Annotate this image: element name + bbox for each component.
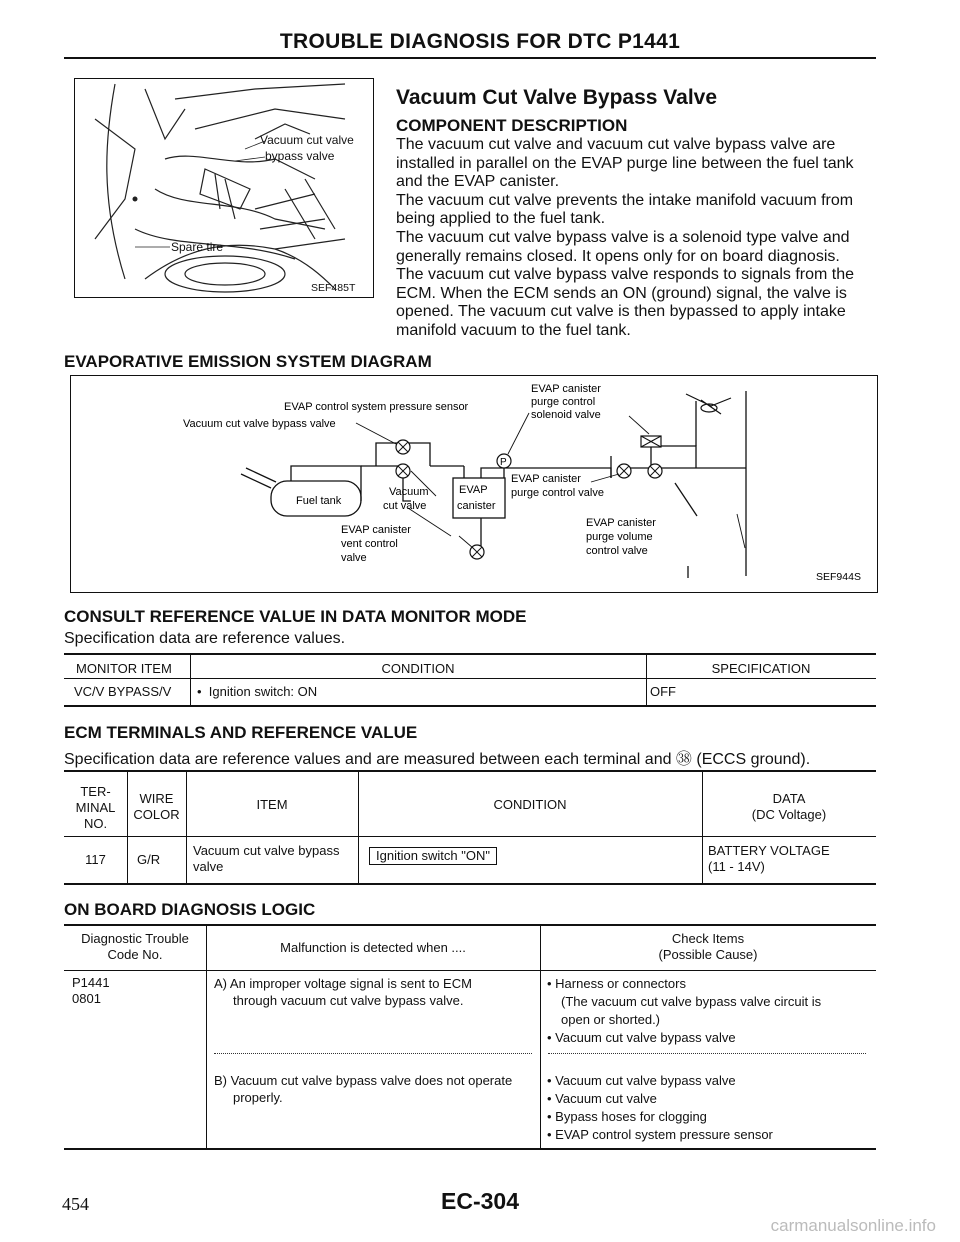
page-title: TROUBLE DIAGNOSIS FOR DTC P1441	[279, 30, 681, 53]
evap-label-purge-control-1: EVAP canister	[511, 473, 581, 485]
component-line: installed in parallel on the EVAP purge line between the fuel tank	[396, 154, 854, 172]
obd-check-item: open or shorted.)	[561, 1012, 661, 1027]
fig1-label-spare-tire: Spare tire	[171, 240, 224, 254]
evap-diagram-code: SEF944S	[816, 571, 861, 583]
ecm-heading: ECM TERMINALS AND REFERENCE VALUE	[64, 723, 418, 742]
ecm-table-bottom-rule	[64, 883, 876, 885]
ecm-col-divider	[702, 772, 703, 883]
title-rule	[64, 57, 876, 59]
obd-check-item: (The vacuum cut valve bypass valve circuit is	[561, 994, 822, 1009]
evap-label-vacuum-cut-1: Vacuum	[389, 486, 429, 498]
component-heading: Vacuum Cut Valve Bypass Valve	[396, 86, 718, 109]
obd-header-check-line: (Possible Cause)	[658, 947, 758, 962]
evap-label-purge-solenoid-1: EVAP canister	[531, 383, 601, 395]
evap-label-purge-solenoid-2: purge control	[531, 396, 596, 408]
obd-malfunction-b-line: B) Vacuum cut valve bypass valve does not operate	[214, 1073, 513, 1088]
consult-table-top-rule	[64, 653, 876, 655]
obd-check-item: • Harness or connectors	[547, 976, 686, 991]
obd-check-item: • Bypass hoses for clogging	[547, 1109, 707, 1124]
consult-table-bottom-rule	[64, 705, 876, 707]
ecm-row-item-line: valve	[193, 859, 224, 874]
ecm-header-wire	[127, 791, 186, 823]
obd-malfunction-a	[214, 975, 472, 1009]
ecm-header-data-line: (DC Voltage)	[751, 807, 827, 822]
obd-codes	[72, 975, 110, 1007]
evap-label-volume-2: purge volume	[586, 531, 653, 543]
evap-diagram-drawing	[71, 376, 876, 591]
obd-code: 0801	[72, 991, 101, 1006]
obd-malfunction-a-line: A) An improper voltage signal is sent to ECM	[214, 976, 472, 991]
watermark: carmanualsonline.info	[770, 1216, 936, 1235]
obd-checks-b	[547, 1072, 773, 1144]
component-line: The vacuum cut valve and vacuum cut valve bypass valve are	[396, 136, 836, 153]
ecm-row-condition: Ignition switch "ON"	[369, 847, 497, 865]
obd-separator-dots	[214, 1053, 532, 1054]
consult-header-monitor: MONITOR ITEM	[76, 661, 172, 676]
fig1-label-valve: Vacuum cut valve	[260, 133, 354, 147]
obd-col-divider	[206, 926, 207, 1148]
ecm-col-divider	[186, 772, 187, 883]
ecm-row-data-line: (11 - 14V)	[708, 859, 765, 874]
ecm-col-divider	[358, 772, 359, 883]
fig1-label-bypass: bypass valve	[265, 149, 335, 163]
component-description	[396, 136, 886, 341]
consult-table-header-rule	[64, 678, 876, 679]
ecm-header-condition: CONDITION	[493, 797, 567, 812]
obd-header-check-line: Check Items	[671, 931, 745, 946]
evap-label-pressure-sensor: EVAP control system pressure sensor	[284, 401, 469, 413]
component-line: The vacuum cut valve bypass valve responds to signals from the	[396, 266, 854, 284]
evap-label-canister-2: canister	[457, 500, 496, 512]
obd-heading: ON BOARD DIAGNOSIS LOGIC	[64, 900, 316, 919]
evap-system-diagram	[70, 375, 878, 593]
obd-header-code-line: Diagnostic Trouble	[81, 931, 189, 946]
obd-header-code-line: Code No.	[107, 947, 163, 962]
ecm-row-item	[193, 843, 339, 875]
obd-check-item: • Vacuum cut valve bypass valve	[547, 1030, 736, 1045]
obd-checks-a	[547, 975, 821, 1047]
obd-code: P1441	[72, 975, 110, 990]
consult-header-condition: CONDITION	[381, 661, 455, 676]
consult-row-monitor: VC/V BYPASS/V	[74, 684, 172, 699]
evap-label-vent-1: EVAP canister	[341, 524, 411, 536]
consult-header-spec: SPECIFICATION	[711, 661, 811, 676]
consult-row-condition: • Ignition switch: ON	[197, 684, 318, 699]
component-line: opened. The vacuum cut valve is then bypassed to apply intake	[396, 303, 846, 321]
component-line: manifold vacuum to the fuel tank.	[396, 321, 631, 339]
obd-malfunction-a-line: through vacuum cut valve bypass valve.	[233, 993, 464, 1008]
ecm-note: Specification data are reference values and are measured between each terminal and ㊳ (ECCS ground).	[64, 751, 811, 768]
component-line: and the EVAP canister.	[396, 173, 560, 191]
component-line: ECM. When the ECM sends an ON (ground) signal, the valve is	[396, 284, 847, 302]
ecm-col-divider	[127, 772, 128, 883]
evap-label-vent-2: vent control	[341, 538, 398, 550]
ecm-row-data	[708, 843, 830, 875]
component-line: The vacuum cut valve bypass valve is a solenoid type valve and	[396, 228, 850, 246]
page-number: 454	[62, 1194, 89, 1214]
ecm-header-data	[702, 791, 876, 823]
ecm-header-wire-line: COLOR	[133, 807, 180, 822]
evap-label-canister-1: EVAP	[459, 484, 488, 496]
ecm-row-wire: G/R	[137, 852, 161, 867]
ecm-header-data-line: DATA	[772, 791, 806, 806]
evap-p-symbol: P	[500, 457, 507, 468]
evap-label-purge-control-2: purge control valve	[511, 487, 604, 499]
evap-label-vacuum-cut-2: cut valve	[383, 500, 427, 512]
ecm-header-terminal-line: TER-	[80, 784, 111, 799]
obd-check-item: • Vacuum cut valve	[547, 1091, 657, 1106]
obd-malfunction-b	[214, 1072, 512, 1106]
consult-row-spec: OFF	[650, 684, 676, 699]
evap-diagram-heading: EVAPORATIVE EMISSION SYSTEM DIAGRAM	[64, 352, 432, 371]
obd-separator-dots	[548, 1053, 866, 1054]
component-line: generally remains closed. It opens only for on board diagnosis.	[396, 247, 840, 265]
ecm-row-item-line: Vacuum cut valve bypass	[193, 843, 340, 858]
obd-table-header-rule	[64, 970, 876, 971]
section-code: EC-304	[441, 1188, 519, 1214]
component-line: being applied to the fuel tank.	[396, 210, 606, 228]
ecm-header-item: ITEM	[256, 797, 288, 812]
component-location-figure	[74, 78, 374, 298]
evap-label-volume-1: EVAP canister	[586, 517, 656, 529]
evap-label-fuel-tank: Fuel tank	[296, 495, 342, 507]
obd-table-bottom-rule	[64, 1148, 876, 1150]
obd-table-top-rule	[64, 924, 876, 926]
component-subheading: COMPONENT DESCRIPTION	[396, 116, 628, 135]
component-line: The vacuum cut valve prevents the intake manifold vacuum from	[396, 191, 854, 209]
obd-malfunction-b-line: properly.	[233, 1090, 283, 1105]
ecm-row-data-line: BATTERY VOLTAGE	[708, 843, 830, 858]
consult-row-condition-text: Ignition switch: ON	[208, 684, 318, 699]
evap-label-bypass-valve: Vacuum cut valve bypass valve	[183, 418, 336, 430]
fig1-code: SEF485T	[311, 282, 356, 294]
obd-header-code	[64, 931, 206, 963]
evap-label-volume-3: control valve	[586, 545, 648, 557]
ecm-row-terminal: 117	[85, 852, 106, 867]
obd-check-item: • Vacuum cut valve bypass valve	[547, 1073, 736, 1088]
ecm-header-terminal-line: NO.	[83, 816, 108, 831]
obd-header-check	[540, 931, 876, 963]
ecm-header-terminal-line: MINAL	[75, 800, 116, 815]
consult-note: Specification data are reference values.	[64, 630, 346, 647]
evap-label-vent-3: valve	[341, 552, 367, 564]
ecm-header-wire-line: WIRE	[139, 791, 174, 806]
obd-check-item: • EVAP control system pressure sensor	[547, 1127, 773, 1142]
obd-header-malfunction: Malfunction is detected when ....	[280, 940, 466, 955]
ecm-header-terminal	[64, 784, 127, 832]
evap-label-purge-solenoid-3: solenoid valve	[531, 409, 601, 421]
consult-heading: CONSULT REFERENCE VALUE IN DATA MONITOR MODE	[64, 607, 527, 626]
component-location-drawing	[75, 79, 372, 296]
